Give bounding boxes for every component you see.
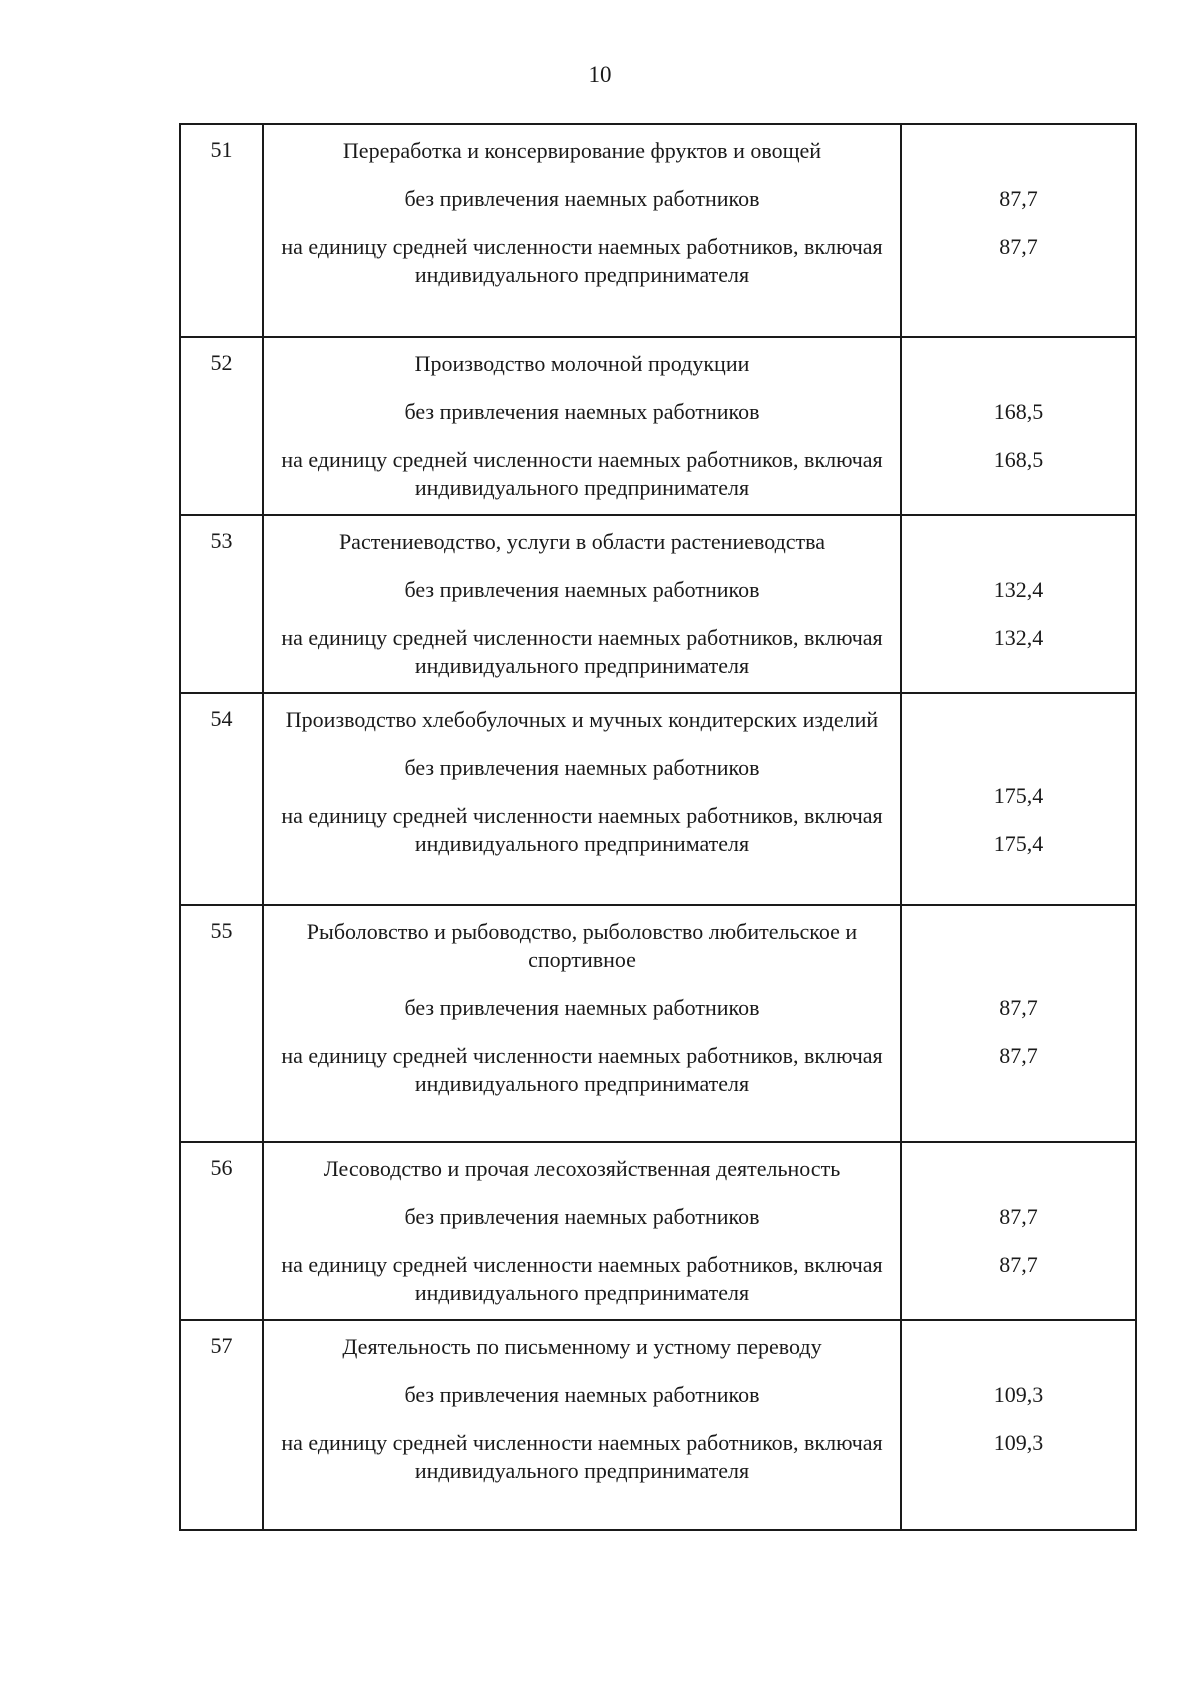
row-number: 54 [181,694,264,904]
row-number: 55 [181,906,264,1141]
row-number: 57 [181,1321,264,1529]
per-employee-label: на единицу средней численности наемных работников, включая индивидуального предпринимателя [281,1430,883,1483]
activity-title: Деятельность по письменному и устному переводу [342,1334,822,1359]
activity-title: Производство молочной продукции [414,351,750,376]
value-no-employees: 168,5 [993,399,1044,424]
row-description [264,694,902,904]
table-row [181,1319,1135,1529]
table-row [181,1141,1135,1319]
row-number: 56 [181,1143,264,1319]
value-per-employee: 87,7 [999,1043,1038,1068]
activity-title: Лесоводство и прочая лесохозяйственная деятельность [323,1156,841,1181]
value-no-employees: 109,3 [993,1382,1044,1407]
row-description [264,1321,902,1529]
per-employee-label: на единицу средней численности наемных работников, включая индивидуального предпринимателя [281,1252,883,1305]
no-employees-label: без привлечения наемных работников [404,1204,760,1229]
row-values [902,338,1135,514]
per-employee-label: на единицу средней численности наемных работников, включая индивидуального предпринимателя [281,447,883,500]
per-employee-label: на единицу средней численности наемных работников, включая индивидуального предпринимателя [281,625,883,678]
row-values [902,125,1135,336]
per-employee-label: на единицу средней численности наемных работников, включая индивидуального предпринимателя [281,1043,883,1096]
row-description [264,1143,902,1319]
value-per-employee: 87,7 [999,234,1038,259]
rates-table [179,123,1137,1531]
activity-title: Растениеводство, услуги в области растениеводства [338,529,826,554]
no-employees-label: без привлечения наемных работников [404,577,760,602]
row-description [264,516,902,692]
value-no-employees: 175,4 [993,783,1044,808]
row-number: 53 [181,516,264,692]
activity-title: Переработка и консервирование фруктов и овощей [342,138,822,163]
row-number: 51 [181,125,264,336]
value-no-employees: 132,4 [993,577,1044,602]
value-no-employees: 87,7 [999,186,1038,211]
no-employees-label: без привлечения наемных работников [404,755,760,780]
table-row [181,125,1135,336]
per-employee-label: на единицу средней численности наемных работников, включая индивидуального предпринимателя [281,803,883,856]
table-row [181,514,1135,692]
table-row [181,904,1135,1141]
table-row [181,336,1135,514]
value-per-employee: 168,5 [993,447,1044,472]
no-employees-label: без привлечения наемных работников [404,995,760,1020]
activity-title: Производство хлебобулочных и мучных кондитерских изделий [285,707,879,732]
per-employee-label: на единицу средней численности наемных работников, включая индивидуального предпринимателя [281,234,883,287]
value-no-employees: 87,7 [999,1204,1038,1229]
value-no-employees: 87,7 [999,995,1038,1020]
value-per-employee: 132,4 [993,625,1044,650]
row-values [902,906,1135,1141]
value-per-employee: 109,3 [993,1430,1044,1455]
no-employees-label: без привлечения наемных работников [404,1382,760,1407]
row-description [264,125,902,336]
page-number: 10 [588,62,612,87]
no-employees-label: без привлечения наемных работников [404,186,760,211]
no-employees-label: без привлечения наемных работников [404,399,760,424]
activity-title: Рыболовство и рыбоводство, рыболовство любительское и спортивное [306,919,858,972]
row-values [902,516,1135,692]
row-values [902,694,1135,904]
row-description [264,906,902,1141]
table-row [181,692,1135,904]
row-values [902,1321,1135,1529]
row-description [264,338,902,514]
row-number: 52 [181,338,264,514]
value-per-employee: 87,7 [999,1252,1038,1277]
row-values [902,1143,1135,1319]
value-per-employee: 175,4 [993,831,1044,856]
